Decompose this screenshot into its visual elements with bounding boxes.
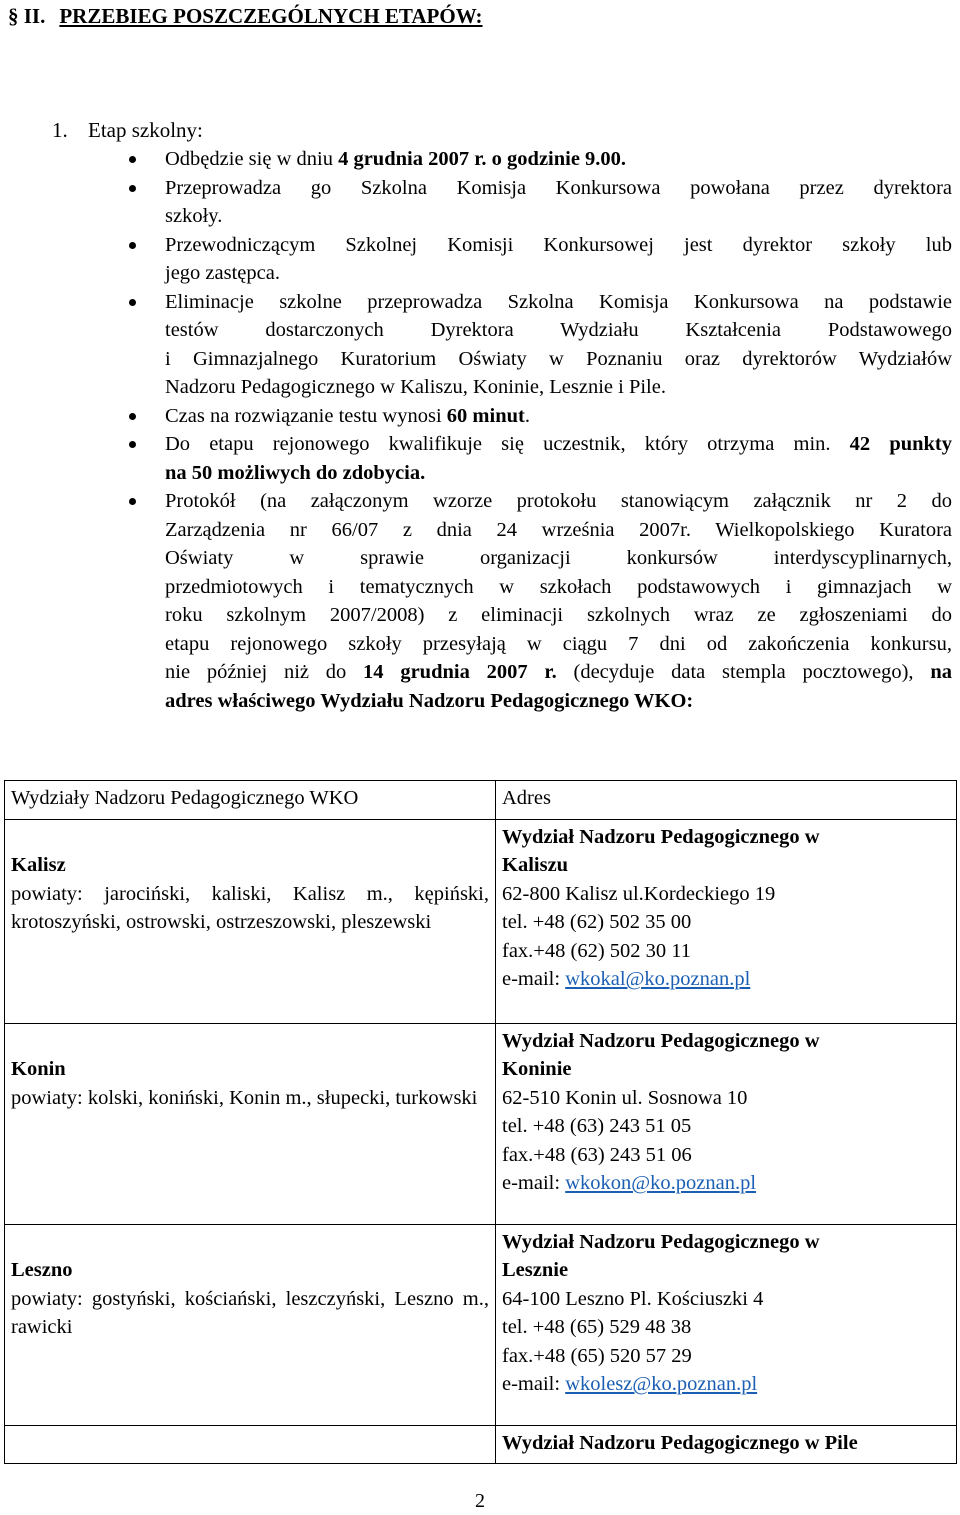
bullet-dot-icon <box>129 498 136 505</box>
table-cell-address <box>496 819 957 1023</box>
page-number: 2 <box>475 1490 485 1512</box>
table-row <box>5 819 957 1023</box>
section-mark: § II. <box>8 4 46 28</box>
bullet-eliminations: Eliminacje szkolne przeprowadza Szkolna Komisja Konkursowa na podstawie testów dostarczonych Dyrektora Wydziału Kształcenia Podstawowego i Gimnazjalnego Kuratorium Oświaty w Poznaniu oraz dyrektorów Wydziałów Nadzoru Pedagogicznego w Kaliszu, Koninie, Lesznie i Pile. <box>165 288 952 402</box>
email-link[interactable]: wkokon@ko.poznan.pl <box>565 1172 757 1194</box>
office-name: Wydział Nadzoru Pedagogicznego w Koninie <box>502 1029 820 1080</box>
office-fax: fax.+48 (65) 520 57 29 <box>502 1344 692 1367</box>
bullet-dot-icon <box>129 413 136 420</box>
office-name: Wydział Nadzoru Pedagogicznego w Lesznie <box>502 1230 820 1281</box>
table-cell-address <box>496 1425 957 1464</box>
table-cell-district <box>5 1425 496 1464</box>
table-header-cell: Adres <box>496 781 957 820</box>
bullet-dot-icon <box>129 242 136 249</box>
districts-text: powiaty: jarociński, kaliski, Kalisz m., kępiński, krotoszyński, ostrowski, ostrzeszowski, pleszewski <box>11 882 489 933</box>
etap-number: 1. <box>52 118 68 142</box>
office-address: 62-510 Konin ul. Sosnowa 10 <box>502 1086 748 1109</box>
bullet-chairman: Przewodniczącym Szkolnej Komisji Konkursowej jest dyrektor szkoły lub jego zastępca. <box>165 231 952 288</box>
table-row <box>5 1425 957 1464</box>
office-tel: tel. +48 (65) 529 48 38 <box>502 1316 692 1338</box>
city-name: Leszno <box>11 1259 73 1281</box>
bullet-commission: Przeprowadza go Szkolna Komisja Konkursowa powołana przez dyrektora szkoły. <box>165 174 952 231</box>
table-cell-address <box>496 1023 957 1224</box>
bullet-test-time: Czas na rozwiązanie testu wynosi 60 minut. <box>165 402 952 431</box>
table-row <box>5 1224 957 1425</box>
table-cell-address <box>496 1224 957 1425</box>
office-fax: fax.+48 (62) 502 30 11 <box>502 939 692 962</box>
wko-offices-table <box>4 780 957 1464</box>
bullet-dot-icon <box>129 185 136 192</box>
bullet-dot-icon <box>129 441 136 448</box>
office-name: Wydział Nadzoru Pedagogicznego w Kaliszu <box>502 825 820 876</box>
districts-text: powiaty: gostyński, kościański, leszczyński, Leszno m., rawicki <box>11 1287 489 1338</box>
etap-heading <box>52 118 203 143</box>
office-name: Wydział Nadzoru Pedagogicznego w Pile <box>502 1431 858 1454</box>
email-label: e-mail: <box>502 1172 566 1194</box>
office-address: 62-800 Kalisz ul.Kordeckiego 19 <box>502 882 776 905</box>
table-row <box>5 1023 957 1224</box>
email-label: e-mail: <box>502 1373 566 1395</box>
bullet-qualification: Do etapu rejonowego kwalifikuje się uczestnik, który otrzyma min. 42 punkty na 50 możliwych do zdobycia. <box>165 430 952 487</box>
city-name: Konin <box>11 1058 66 1080</box>
districts-text: powiaty: kolski, koniński, Konin m., słupecki, turkowski <box>11 1086 478 1109</box>
office-address: 64-100 Leszno Pl. Kościuszki 4 <box>502 1287 764 1310</box>
table-header-row <box>5 781 957 820</box>
office-tel: tel. +48 (62) 502 35 00 <box>502 911 692 933</box>
bullet-protocol: Protokół (na załączonym wzorze protokołu stanowiącym załącznik nr 2 do Zarządzenia nr 66/07 z dnia 24 września 2007r. Wielkopolskiego Kuratora Oświaty w sprawie organizacji konkursów interdyscyplinarnych, przedmiotowych i tematycznych w szkołach podstawowych i gimnazjach w roku szkolnym 2007/2008) z eliminacji szkolnych wraz ze zgłoszeniami do etapu rejonowego szkoły przesyłają w ciągu 7 dni od zakończenia konkursu, nie później niż do 14 grudnia 2007 r. (decyduje data stempla pocztowego), na adres właściwego Wydziału Nadzoru Pedagogicznego WKO: <box>165 487 952 715</box>
etap-title: Etap szkolny: <box>88 118 203 142</box>
office-fax: fax.+48 (63) 243 51 06 <box>502 1143 692 1166</box>
etap-bullet-list <box>165 145 952 715</box>
city-name: Kalisz <box>11 854 66 876</box>
table-cell-district <box>5 819 496 1023</box>
email-label: e-mail: <box>502 968 566 990</box>
email-link[interactable]: wkokal@ko.poznan.pl <box>565 968 751 990</box>
bullet-dot-icon <box>129 156 136 163</box>
table-cell-district <box>5 1224 496 1425</box>
email-link[interactable]: wkolesz@ko.poznan.pl <box>565 1373 758 1395</box>
table-cell-district <box>5 1023 496 1224</box>
bullet-dot-icon <box>129 299 136 306</box>
section-title: PRZEBIEG POSZCZEGÓLNYCH ETAPÓW: <box>59 4 483 28</box>
bullet-date: Odbędzie się w dniu 4 grudnia 2007 r. o godzinie 9.00. <box>165 145 952 174</box>
table-header-cell: Wydziały Nadzoru Pedagogicznego WKO <box>5 781 496 820</box>
office-tel: tel. +48 (63) 243 51 05 <box>502 1115 692 1137</box>
section-heading <box>8 4 483 29</box>
